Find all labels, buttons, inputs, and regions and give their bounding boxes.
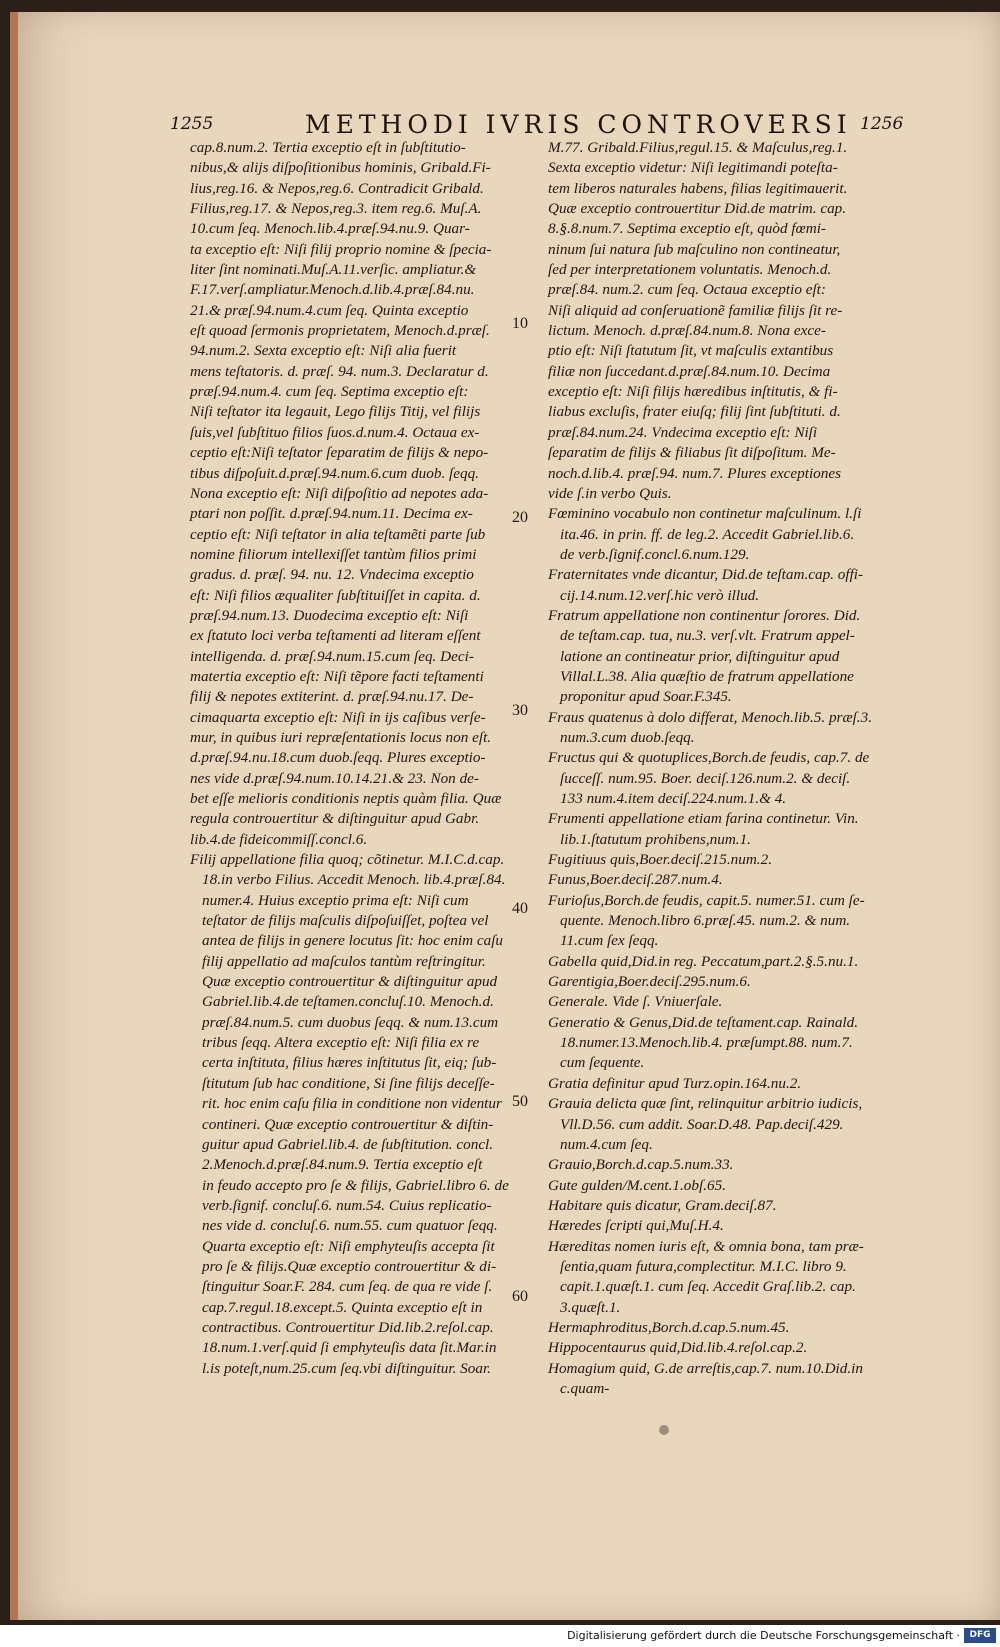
text-line: 8.§.8.num.7. Septima exceptio eſt, quòd fœmi- xyxy=(548,220,826,238)
text-line: 2.Menoch.d.præſ.84.num.9. Tertia exceptio eſt xyxy=(202,1156,483,1174)
text-line: verb.ſignif. concluſ.6. num.54. Cuius replicatio- xyxy=(202,1196,492,1214)
text-line: ninum ſui natura ſub maſculino non contineatur, xyxy=(548,240,841,258)
text-line: præſ.84.num.5. cum duobus ſeqq. & num.13.cum xyxy=(202,1013,499,1031)
text-line: ptio eſt: Niſi ſtatutum ſit, vt maſculis extantibus xyxy=(548,342,834,360)
text-line: Fructus qui & quotuplices,Borch.de feudis, cap.7. de xyxy=(548,749,870,767)
text-line: Nona exceptio eſt: Niſi diſpoſitio ad nepotes ada- xyxy=(190,484,489,502)
dfg-logo: DFG xyxy=(964,1628,996,1643)
text-line: mens teſtatoris. d. præſ. 94. num.3. Declaratur d. xyxy=(190,362,489,380)
text-line: Villal.L.38. Alia quæſtio de fratrum appellatione xyxy=(560,667,854,685)
text-line: Hermaphroditus,Borch.d.cap.5.num.45. xyxy=(548,1318,790,1336)
text-line: 10.cum ſeq. Menoch.lib.4.præſ.94.nu.9. Quar- xyxy=(190,220,470,238)
text-line: Fraus quatenus à dolo differat, Menoch.lib.5. præſ.3. xyxy=(548,708,872,726)
text-line: Quæ exceptio controuertitur & diſtinguitur apud xyxy=(202,973,498,991)
text-line: numer.4. Huius exceptio prima eſt: Niſi cum xyxy=(202,891,469,909)
text-line: antea de filijs in genere locutus ſit: hoc enim caſu xyxy=(202,932,504,950)
text-line: Gabriel.lib.4.de teſtamen.concluſ.10. Menoch.d. xyxy=(202,993,494,1011)
text-line: ſucceſſ. num.95. Boer. deciſ.126.num.2. & deciſ. xyxy=(560,769,851,787)
text-line: vide ſ.in verbo Quis. xyxy=(548,484,672,502)
text-line: Fraternitates vnde dicantur, Did.de teſtam.cap. offi- xyxy=(548,566,864,584)
footer-bar xyxy=(0,1625,1000,1647)
text-line: certa inſtituta, filius hæres inſtitutus ſit, eiq; ſub- xyxy=(202,1054,497,1072)
text-line: ta exceptio eſt: Niſi filij proprio nomine & ſpecia- xyxy=(190,240,492,258)
text-line: noch.d.lib.4. præſ.94. num.7. Plures exceptiones xyxy=(548,464,842,482)
text-line: Gute gulden/M.cent.1.obſ.65. xyxy=(548,1176,726,1194)
text-line: Niſi teſtator ita legauit, Lego filijs Titij, vel filijs xyxy=(190,403,481,421)
text-line: Grauio,Borch.d.cap.5.num.33. xyxy=(548,1156,734,1174)
text-line: pro ſe & filijs.Quæ exceptio controuertitur & di- xyxy=(202,1257,497,1275)
text-line: ita.46. in prin. ff. de leg.2. Accedit Gabriel.lib.6. xyxy=(560,525,855,543)
paper-stain xyxy=(659,1425,669,1435)
text-line: 18.numer.13.Menoch.lib.4. præſumpt.88. num.7. xyxy=(560,1034,853,1052)
text-line: latione an contineatur prior, diſtinguitur apud xyxy=(560,647,840,665)
text-line: nomine filiorum intellexiſſet tantùm filios primi xyxy=(190,545,477,563)
text-line: liter ſint nominati.Muſ.A.11.verſic. ampliatur.& xyxy=(190,261,477,279)
text-line: Vll.D.56. cum addit. Soar.D.48. Pap.deciſ.429. xyxy=(560,1115,844,1133)
text-line: cap.7.regul.18.except.5. Quinta exceptio eſt in xyxy=(202,1298,483,1316)
text-line: Fœminino vocabulo non continetur maſculinum. l.ſi xyxy=(548,505,862,523)
text-line: lius,reg.16. & Nepos,reg.6. Contradicit Gribald. xyxy=(190,179,484,197)
text-line: regula controuertitur & diſtinguitur apud Gabr. xyxy=(190,810,480,828)
text-line: matertia exceptio eſt: Niſi tẽpore facti teſtamenti xyxy=(190,667,484,685)
text-line: num.4.cum ſeq. xyxy=(560,1135,653,1153)
text-line: tibus diſpoſuit.d.præſ.94.num.6.cum duob. ſeqq. xyxy=(190,464,479,482)
text-line: Gratia definitur apud Turz.opin.164.nu.2. xyxy=(548,1074,802,1092)
text-line: in feudo accepto pro ſe & filijs, Gabriel.libro 6. de xyxy=(202,1176,509,1194)
text-line: contractibus. Controuertitur Did.lib.2.reſol.cap. xyxy=(202,1318,494,1336)
text-line: lib.4.de fideicommiſſ.concl.6. xyxy=(190,830,368,848)
text-line: Niſi aliquid ad conſeruationẽ familiæ filijs ſit re- xyxy=(548,301,843,319)
folio-number-left: 1255 xyxy=(170,114,214,134)
text-line: ſuis,vel ſubſtituo filios ſuos.d.num.4. Octaua ex- xyxy=(190,423,480,441)
text-line: rit. hoc enim caſu filia in conditione non videntur xyxy=(202,1095,502,1113)
text-line: ſed per interpretationem voluntatis. Menoch.d. xyxy=(548,261,832,279)
text-line: cij.14.num.12.verſ.hic verò illud. xyxy=(560,586,760,604)
text-line: Funus,Boer.deciſ.287.num.4. xyxy=(548,871,723,889)
text-line: Generale. Vide ſ. Vniuerſale. xyxy=(548,993,723,1011)
text-line: præſ.94.num.13. Duodecima exceptio eſt: Niſi xyxy=(190,606,469,624)
right-text-column xyxy=(548,138,903,1399)
running-title: METHODI IVRIS CONTROVERSI xyxy=(305,110,852,139)
text-line: eſt quoad ſermonis proprietatem, Menoch.d.præſ. xyxy=(190,322,490,340)
text-line: l.is poteſt,num.25.cum ſeq.vbi diſtinguitur. Soar. xyxy=(202,1359,491,1377)
text-line: lib.1.ſtatutum prohibens,num.1. xyxy=(560,830,751,848)
text-line: ſtitutum ſub hac conditione, Si ſine filijs deceſſe- xyxy=(202,1074,495,1092)
text-line: Hæredes ſcripti qui,Muſ.H.4. xyxy=(548,1217,724,1235)
text-line: tem liberos naturales habens, filias legitimauerit. xyxy=(548,179,848,197)
margin-line-number: 50 xyxy=(512,1093,528,1110)
text-line: exceptio eſt: Niſi filijs hæredibus inſtitutis, & fi- xyxy=(548,383,838,401)
text-line: nes vide d. concluſ.6. num.55. cum quatuor ſeqq. xyxy=(202,1217,498,1235)
text-line: bet eſſe melioris conditionis neptis quàm filia. Quæ xyxy=(190,790,502,807)
text-line: proponitur apud Soar.F.345. xyxy=(560,688,732,706)
text-line: Quæ exceptio controuertitur Did.de matrim. cap. xyxy=(548,200,847,218)
text-line: liabus excluſis, frater eiuſq; filij ſint ſubſtituti. d. xyxy=(548,403,841,421)
text-line: M.77. Gribald.Filius,regul.15. & Maſculus,reg.1. xyxy=(548,139,848,156)
text-line: ptari non poſſit. d.præſ.94.num.11. Decima ex- xyxy=(190,505,473,523)
text-line: ceptio eſt: Niſi teſtator in alia teſtamẽti parte ſub xyxy=(190,525,486,543)
margin-line-number: 40 xyxy=(512,900,528,917)
margin-line-number: 60 xyxy=(512,1288,528,1305)
text-line: 133 num.4.item deciſ.224.num.1.& 4. xyxy=(560,790,787,807)
text-line: gradus. d. præſ. 94. nu. 12. Vndecima exceptio xyxy=(190,566,474,584)
text-line: ceptio eſt:Niſi teſtator ſeparatim de filijs & nepo- xyxy=(190,444,489,462)
text-line: præſ.84. num.2. cum ſeq. Octaua exceptio eſt: xyxy=(548,281,826,299)
text-line: de verb.ſignif.concl.6.num.129. xyxy=(560,545,750,563)
text-line: 18.num.1.verſ.quid ſi emphyteuſis data ſit.Mar.in xyxy=(202,1339,497,1357)
text-line: capit.1.quæſt.1. cum ſeq. Accedit Graſ.lib.2. cap. xyxy=(560,1278,856,1296)
text-line: F.17.verſ.ampliatur.Menoch.d.lib.4.præſ.84.nu. xyxy=(190,281,475,299)
text-line: contineri. Quæ exceptio controuertitur & diſtin- xyxy=(202,1115,494,1133)
text-line: filiæ non ſuccedant.d.præſ.84.num.10. Decima xyxy=(548,362,831,380)
text-line: Filij appellatione filia quoq; cõtinetur. M.I.C.d.cap. xyxy=(190,851,505,869)
text-line: Gabella quid,Did.in reg. Peccatum,part.2.§.5.nu.1. xyxy=(548,952,859,970)
text-line: Habitare quis dicatur, Gram.deciſ.87. xyxy=(548,1196,777,1214)
text-line: guitur apud Gabriel.lib.4. de ſubſtitution. concl. xyxy=(202,1135,494,1153)
text-line: Hippocentaurus quid,Did.lib.4.reſol.cap.2. xyxy=(548,1339,808,1357)
text-line: Hæreditas nomen iuris eſt, & omnia bona, tam præ- xyxy=(548,1237,864,1255)
text-line: cap.8.num.2. Tertia exceptio eſt in ſubſtitutio- xyxy=(190,139,466,156)
text-line: Garentigia,Boer.deciſ.295.num.6. xyxy=(548,973,751,991)
text-line: Grauia delicta quæ ſint, relinquitur arbitrio iudicis, xyxy=(548,1095,863,1113)
text-line: 11.cum ſex ſeqq. xyxy=(560,932,659,950)
text-line: ſeparatim de filijs & filiabus ſit diſpoſitum. Me- xyxy=(548,444,836,462)
text-line: nes vide d.præſ.94.num.10.14.21.& 23. Non de- xyxy=(190,769,479,787)
text-line: Furioſus,Borch.de feudis, capit.5. numer.51. cum ſe- xyxy=(548,891,865,909)
text-line: Quarta exceptio eſt: Niſi emphyteuſis accepta ſit xyxy=(202,1237,495,1255)
text-line: præſ.84.num.24. Vndecima exceptio eſt: Niſi xyxy=(548,423,818,441)
text-line: eſt: Niſi filios æqualiter ſubſtituiſſet in capita. d. xyxy=(190,586,481,604)
text-line: Fratrum appellatione non continentur ſorores. Did. xyxy=(548,606,861,624)
text-line: intelligenda. d. præſ.94.num.15.cum ſeq. Deci- xyxy=(190,647,474,665)
text-line: quente. Menoch.libro 6.præſ.45. num.2. & num. xyxy=(560,912,851,930)
text-line: 21.& præſ.94.num.4.cum ſeq. Quinta exceptio xyxy=(190,301,469,319)
margin-line-number: 30 xyxy=(512,702,528,719)
text-line: Fugitiuus quis,Boer.deciſ.215.num.2. xyxy=(548,851,772,869)
left-text-column xyxy=(190,138,520,1379)
text-line: præſ.94.num.4. cum ſeq. Septima exceptio eſt: xyxy=(190,383,469,401)
text-line: Filius,reg.17. & Nepos,reg.3. item reg.6. Muſ.A. xyxy=(190,200,482,218)
text-line: 3.quæſt.1. xyxy=(560,1298,621,1316)
text-line: lictum. Menoch. d.præſ.84.num.8. Nona exce- xyxy=(548,322,826,340)
text-line: mur, in quibus iuri repræſentationis locus non eſt. xyxy=(190,728,492,746)
text-line: de teſtam.cap. tua, nu.3. verſ.vlt. Fratrum appel- xyxy=(560,627,855,645)
text-line: Frumenti appellatione etiam farina continetur. Vin. xyxy=(548,810,859,828)
text-line: num.3.cum duob.ſeqq. xyxy=(560,728,695,746)
margin-line-number: 20 xyxy=(512,509,528,526)
text-line: Sexta exceptio videtur: Niſi legitimandi poteſta- xyxy=(548,159,838,177)
text-line: tribus ſeqq. Altera exceptio eſt: Niſi filia ex re xyxy=(202,1034,480,1052)
text-line: 94.num.2. Sexta exceptio eſt: Niſi alia fuerit xyxy=(190,342,457,360)
text-line: ſentia,quam futura,complectitur. M.I.C. libro 9. xyxy=(560,1257,847,1275)
text-line: teſtator de filijs maſculis diſpoſuiſſet, poſtea vel xyxy=(202,912,489,930)
text-line: c.quam- xyxy=(560,1379,610,1397)
folio-number-right: 1256 xyxy=(860,114,904,134)
text-line: ex ſtatuto loci verba teſtamenti ad literam eſſent xyxy=(190,627,481,645)
text-line: filij appellatio ad maſculos tantùm reſtringitur. xyxy=(202,952,486,970)
text-line: Homagium quid, G.de arreſtis,cap.7. num.10.Did.in xyxy=(548,1359,863,1377)
text-line: filij & nepotes extiterint. d. præſ.94.nu.17. De- xyxy=(190,688,474,706)
text-line: d.præſ.94.nu.18.cum duob.ſeqq. Plures exceptio- xyxy=(190,749,486,767)
text-line: ſtinguitur Soar.F. 284. cum ſeq. de qua re vide ſ. xyxy=(202,1278,493,1296)
text-line: 18.in verbo Filius. Accedit Menoch. lib.4.præſ.84. xyxy=(202,871,506,889)
funding-credit: Digitalisierung gefördert durch die Deutsche Forschungsgemeinschaft · xyxy=(567,1629,960,1642)
text-line: Generatio & Genus,Did.de teſtament.cap. Rainald. xyxy=(548,1013,859,1031)
text-line: cimaquarta exceptio eſt: Niſi in ijs caſibus verſe- xyxy=(190,708,486,726)
text-line: cum ſequente. xyxy=(560,1054,645,1072)
margin-line-number: 10 xyxy=(512,315,528,332)
text-line: nibus,& alijs diſpoſitionibus hominis, Gribald.Fi- xyxy=(190,159,491,177)
